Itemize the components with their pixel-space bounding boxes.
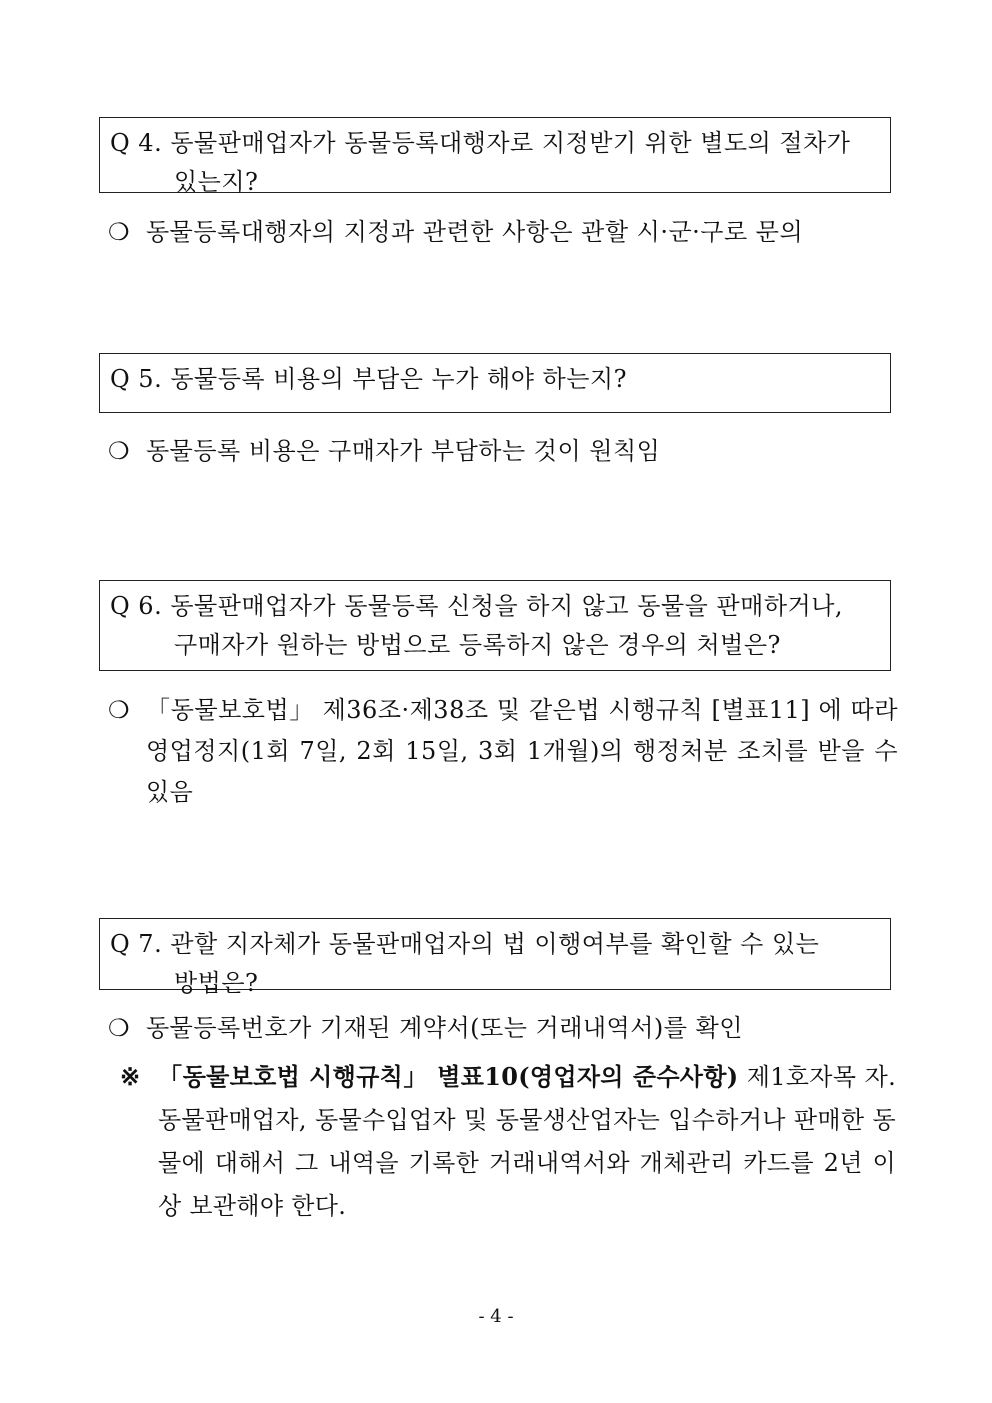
reference-note-body — [158, 1055, 896, 1228]
page-number: - 4 - — [478, 1306, 514, 1327]
question-q4-line1: Q 4. 동물판매업자가 동물등록대행자로 지정받기 위한 별도의 절차가 — [110, 129, 851, 157]
circle-bullet-icon: ❍ — [108, 696, 131, 724]
question-q4-line2: 있는지? — [174, 168, 259, 196]
question-q7-line2: 방법은? — [174, 969, 259, 997]
answer-q5-text: 동물등록 비용은 구매자가 부담하는 것이 원칙임 — [146, 437, 661, 465]
question-q6-line1: Q 6. 동물판매업자가 동물등록 신청을 하지 않고 동물을 판매하거나, — [110, 592, 844, 620]
reference-note-law: 「동물보호법 시행규칙」 별표10(영업자의 준수사항) — [158, 1062, 739, 1091]
answer-q4 — [108, 212, 898, 253]
circle-bullet-icon: ❍ — [108, 218, 131, 246]
answer-q7-text: 동물등록번호가 기재된 계약서(또는 거래내역서)를 확인 — [146, 1014, 743, 1042]
circle-bullet-icon: ❍ — [108, 1014, 131, 1042]
question-q5-line1: Q 5. 동물등록 비용의 부담은 누가 해야 하는지? — [110, 365, 627, 393]
answer-q5 — [108, 431, 898, 472]
circle-bullet-icon: ❍ — [108, 437, 131, 465]
question-q7-line1: Q 7. 관할 지자체가 동물판매업자의 법 이행여부를 확인할 수 있는 — [110, 930, 820, 958]
answer-q6 — [108, 690, 898, 813]
answer-q6-text: 「동물보호법」 제36조·제38조 및 같은법 시행규칙 [별표11] 에 따라 영업정지(1회 7일, 2회 15일, 3회 1개월)의 행정처분 조치를 받을 수 있음 — [146, 696, 898, 806]
question-box-q6 — [99, 580, 891, 671]
reference-note-text: 제1호자목 자. 동물판매업자, 동물수입업자 및 동물생산업자는 입수하거나 판매한 동물에 대해서 그 내역을 기록한 거래내역서와 개체관리 카드를 2년 이상 보관해야 한다. — [158, 1063, 896, 1220]
reference-note — [120, 1055, 896, 1228]
answer-q4-text: 동물등록대행자의 지정과 관련한 사항은 관할 시·군·구로 문의 — [146, 218, 804, 246]
question-box-q7 — [99, 918, 891, 997]
reference-mark-icon: ※ — [120, 1062, 141, 1091]
question-q6-line2: 구매자가 원하는 방법으로 등록하지 않은 경우의 처벌은? — [174, 631, 781, 659]
answer-q7 — [108, 1008, 898, 1049]
question-box-q4 — [99, 117, 891, 196]
question-box-q5 — [99, 353, 891, 413]
